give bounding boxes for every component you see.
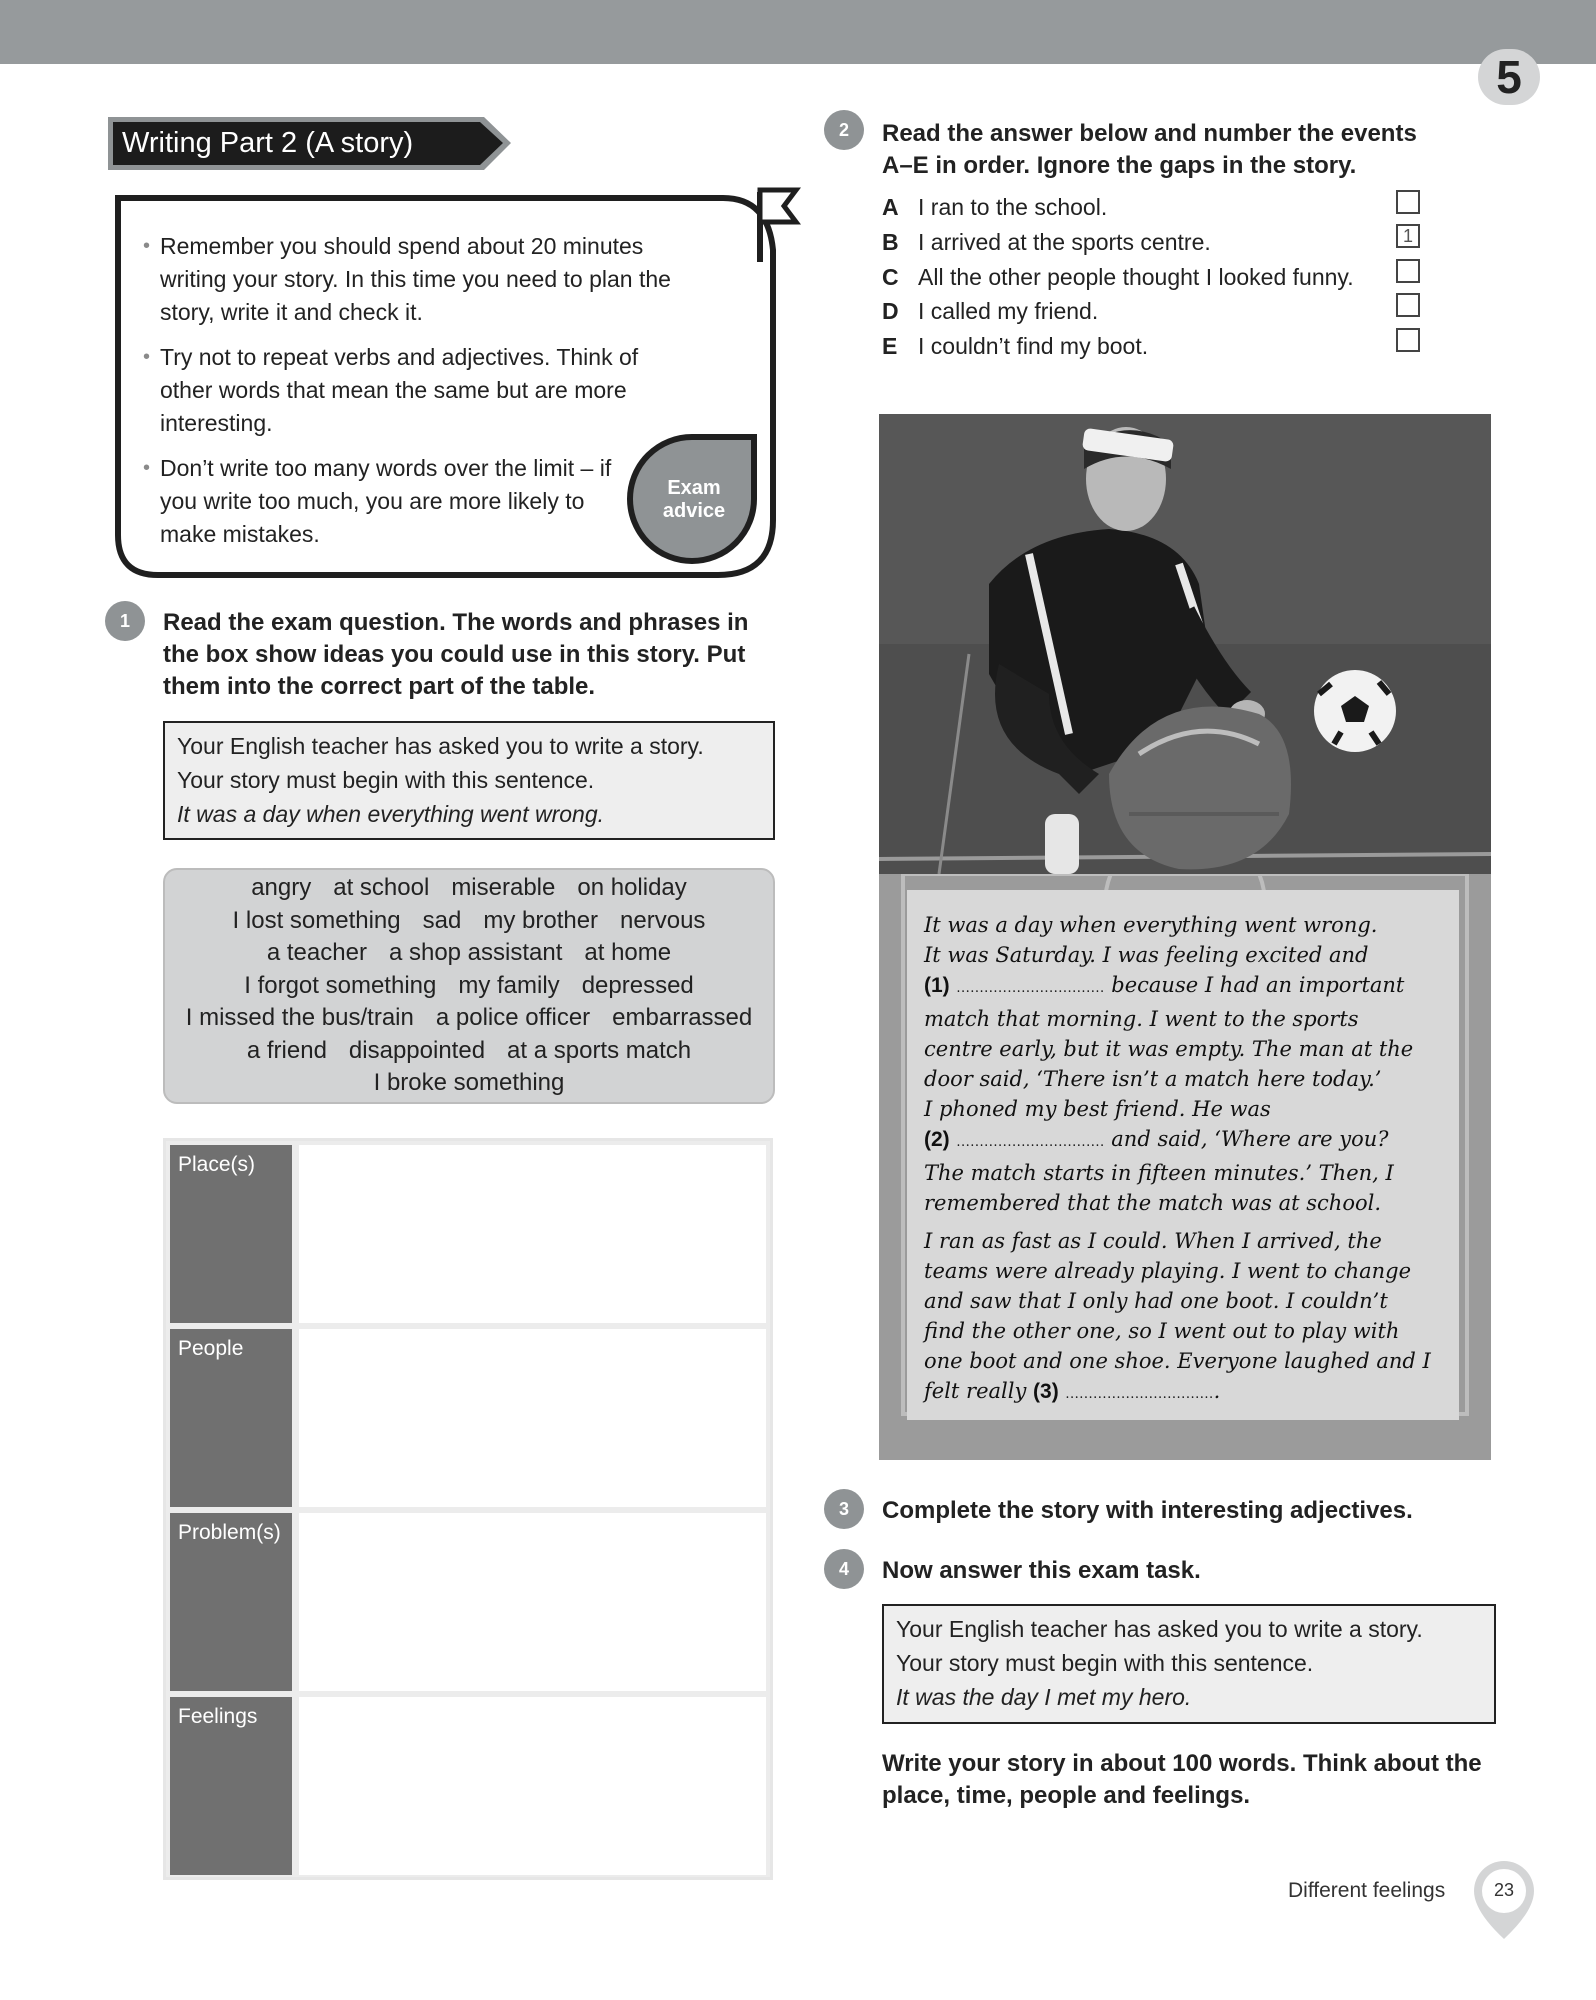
table-row — [170, 1145, 766, 1323]
word-option: on holiday — [577, 874, 687, 901]
word-option: nervous — [620, 906, 706, 934]
people-cell[interactable] — [299, 1329, 766, 1507]
answer-box-a[interactable] — [1396, 190, 1420, 214]
word-option: sad — [422, 906, 462, 934]
story-gap-1: (1) — [924, 974, 950, 997]
word-option: miserable — [451, 874, 556, 901]
story-gap-2: (2) — [924, 1128, 950, 1151]
exercise4-closing-instruction: Write your story in about 100 words. Think about the place, time, people and feelings. — [882, 1750, 1482, 1809]
exercise4-instruction: Now answer this exam task. — [882, 1557, 1201, 1584]
answer-box-e[interactable] — [1396, 328, 1420, 352]
word-option: angry — [251, 874, 312, 901]
word-option: depressed — [581, 971, 694, 999]
word-option: a teacher — [266, 939, 367, 966]
badge-label: Exam advice — [662, 477, 726, 522]
row-label-places: Place(s) — [170, 1145, 292, 1323]
event-item: C All the other people thought I looked funny. — [882, 264, 1354, 290]
planning-table — [163, 1138, 773, 1880]
word-option: a friend — [246, 1036, 327, 1064]
page-number: 23 — [1493, 1880, 1515, 1900]
word-box — [163, 868, 775, 1104]
word-option: at a sports match — [507, 1036, 692, 1064]
exercise-number-1: 1 — [105, 601, 145, 641]
places-cell[interactable] — [299, 1145, 766, 1323]
event-item: B I arrived at the sports centre. — [882, 229, 1211, 255]
word-option: a police officer — [435, 1004, 591, 1031]
word-option: I missed the bus/train — [185, 1004, 414, 1031]
section-banner — [108, 117, 511, 170]
word-option: at school — [333, 874, 430, 901]
story-text: It was a day when everything went wrong. It was Saturday. I was feeling excited and (1) ................................ because I had an important match that morning. I went to the sports centre early, but it was empty. The man at the door said, ‘There isn’t a match here today.’ I phoned my best friend. He was (2) ................................ and said, ‘Where are you? The match starts in fifteen minutes.’ Then, I remembered that the match was at school. I ran as fast as I could. When I arrived, the teams were already playing. I went to change and saw that I only had one boot. I couldn’t find the other one, so I went out to play with one boot and one shoe. Everyone laughed and I felt really (3) ................................. — [924, 913, 1431, 1403]
exam-question-box: Your English teacher has asked you to write a story. Your story must begin with this sentence. It was a day when everything went wrong. — [163, 721, 775, 840]
footballer-photo — [879, 414, 1491, 874]
answer-box-b[interactable]: 1 — [1396, 224, 1420, 248]
advice-bullet: • Remember you should spend about 20 minutes writing your story. In this time you need to plan the story, write it and check it. — [143, 230, 713, 329]
feelings-cell[interactable] — [299, 1697, 766, 1875]
top-bar — [0, 0, 1596, 64]
exam-advice-box — [108, 190, 808, 590]
event-item: E I couldn’t find my boot. — [882, 333, 1149, 359]
event-item: D I called my friend. — [882, 298, 1099, 324]
exercise2-instruction: Read the answer below and number the events A–E in order. Ignore the gaps in the story. — [882, 120, 1417, 179]
word-option: I lost something — [232, 906, 401, 934]
exam-task-box: Your English teacher has asked you to write a story. Your story must begin with this sentence. It was the day I met my hero. — [882, 1604, 1496, 1724]
row-label-feelings: Feelings — [170, 1697, 292, 1875]
event-item: A I ran to the school. — [882, 194, 1108, 220]
advice-bullet: • Don’t write too many words over the limit – if you write too much, you are more likely to make mistakes. — [143, 452, 630, 551]
word-option: my family — [458, 971, 560, 999]
problems-cell[interactable] — [299, 1513, 766, 1691]
exercise1-instruction: Read the exam question. The words and phrases in the box show ideas you could use in this story. Put them into the correct part of the table. — [163, 609, 749, 700]
advice-bullet: • Try not to repeat verbs and adjectives. Think of other words that mean the same but are more interesting. — [143, 341, 685, 440]
section-title: Writing Part 2 (A story) — [122, 127, 414, 159]
story-gap-3: (3) — [1033, 1380, 1059, 1403]
table-row — [170, 1513, 766, 1691]
word-option: my brother — [483, 906, 599, 934]
chapter-title: Different feelings — [1288, 1879, 1446, 1902]
exercise3-instruction: Complete the story with interesting adjectives. — [882, 1497, 1413, 1524]
unit-number-tab: 5 — [1478, 49, 1540, 105]
word-option: at home — [584, 939, 672, 966]
word-option: embarrassed — [612, 1004, 753, 1031]
word-option: a shop assistant — [388, 939, 563, 966]
exercise-number-3: 3 — [824, 1489, 864, 1529]
row-label-problems: Problem(s) — [170, 1513, 292, 1691]
exercise-number-2: 2 — [824, 110, 864, 150]
word-option: disappointed — [348, 1036, 486, 1064]
flag-icon — [748, 184, 808, 274]
word-option: I broke something — [373, 1069, 565, 1096]
table-row — [170, 1697, 766, 1875]
answer-box-c[interactable] — [1396, 259, 1420, 283]
table-row — [170, 1329, 766, 1507]
word-option: I forgot something — [244, 971, 437, 999]
answer-box-d[interactable] — [1396, 293, 1420, 317]
row-label-people: People — [170, 1329, 292, 1507]
exercise-number-4: 4 — [824, 1549, 864, 1589]
